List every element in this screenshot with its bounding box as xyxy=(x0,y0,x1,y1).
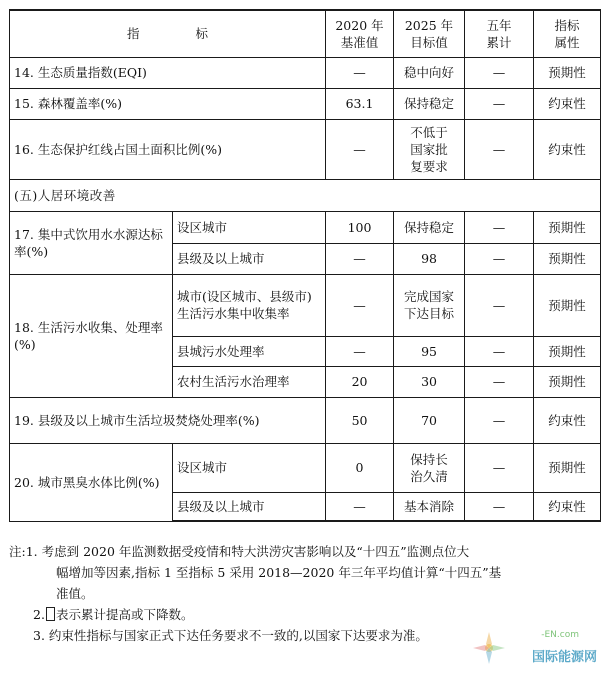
row-sub: 县级及以上城市 xyxy=(173,492,326,521)
row-base: — xyxy=(326,274,394,336)
header-base-year: 2020 年 基准值 xyxy=(326,10,394,57)
row-indicator: 17. 集中式饮用水水源达标率(%) xyxy=(10,211,173,274)
row-cumulative: — xyxy=(465,492,534,521)
section-title: (五)人居环境改善 xyxy=(10,179,601,211)
row-target: 保持稳定 xyxy=(394,211,465,243)
row-base: 0 xyxy=(326,443,394,492)
watermark-logo-icon xyxy=(469,628,509,668)
row-cumulative: — xyxy=(465,211,534,243)
row-sub: 设区城市 xyxy=(173,443,326,492)
table-row xyxy=(10,119,601,179)
row-base: 100 xyxy=(326,211,394,243)
row-target: 保持稳定 xyxy=(394,88,465,119)
table-row xyxy=(10,211,601,243)
row-indicator: 14. 生态质量指数(EQI) xyxy=(10,57,326,88)
row-cumulative: — xyxy=(465,274,534,336)
row-base: 50 xyxy=(326,397,394,443)
note-2 xyxy=(9,604,604,625)
row-target: 不低于国家批复要求 xyxy=(394,119,465,179)
header-target-year: 2025 年 目标值 xyxy=(394,10,465,57)
table-header-row xyxy=(10,10,601,57)
row-attribute: 约束性 xyxy=(534,397,601,443)
watermark-cn: 国际能源网 xyxy=(531,650,597,665)
row-cumulative: — xyxy=(465,88,534,119)
row-target: 95 xyxy=(394,336,465,366)
row-sub: 县城污水处理率 xyxy=(173,336,326,366)
row-attribute: 预期性 xyxy=(534,366,601,397)
row-sub: 城市(设区城市、县级市)生活污水集中收集率 xyxy=(173,274,326,336)
row-sub: 县级及以上城市 xyxy=(173,243,326,274)
row-base: 63.1 xyxy=(326,88,394,119)
row-cumulative: — xyxy=(465,336,534,366)
row-sub: 设区城市 xyxy=(173,211,326,243)
note-2-text: 表示累计提高或下降数。 xyxy=(55,607,194,622)
table-row xyxy=(10,57,601,88)
table-row xyxy=(10,397,601,443)
section-row xyxy=(10,179,601,211)
row-attribute: 预期性 xyxy=(534,243,601,274)
row-target: 稳中向好 xyxy=(394,57,465,88)
note-1-line-2: 幅增加等因素,指标 1 至指标 5 采用 2018—2020 年三年平均值计算“十四五”基 xyxy=(56,565,502,580)
table-row xyxy=(10,88,601,119)
notes-prefix: 注: xyxy=(9,544,26,559)
watermark-en: -EN.com xyxy=(541,630,579,640)
row-base: 20 xyxy=(326,366,394,397)
row-cumulative: — xyxy=(465,243,534,274)
row-cumulative: — xyxy=(465,397,534,443)
note-1-line-3: 准值。 xyxy=(56,586,94,601)
note-1 xyxy=(9,541,604,562)
row-indicator: 19. 县级及以上城市生活垃圾焚烧处理率(%) xyxy=(10,397,326,443)
row-base: — xyxy=(326,57,394,88)
row-cumulative: — xyxy=(465,443,534,492)
row-attribute: 预期性 xyxy=(534,336,601,366)
header-five-year: 五年 累计 xyxy=(465,10,534,57)
indicator-table xyxy=(9,9,601,522)
row-attribute: 约束性 xyxy=(534,492,601,521)
note-3: 3. 约束性指标与国家正式下达任务要求不一致的,以国家下达要求为准。 xyxy=(33,628,428,643)
row-attribute: 预期性 xyxy=(534,274,601,336)
table-row xyxy=(10,274,601,336)
row-indicator: 15. 森林覆盖率(%) xyxy=(10,88,326,119)
note-1-line-1: 1. 考虑到 2020 年监测数据受疫情和特大洪涝灾害影响以及“十四五”监测点位大 xyxy=(25,544,470,559)
row-target: 基本消除 xyxy=(394,492,465,521)
row-target: 30 xyxy=(394,366,465,397)
row-base: — xyxy=(326,336,394,366)
row-cumulative: — xyxy=(465,366,534,397)
row-attribute: 预期性 xyxy=(534,211,601,243)
row-target: 保持长治久清 xyxy=(394,443,465,492)
row-sub: 农村生活污水治理率 xyxy=(173,366,326,397)
row-target: 70 xyxy=(394,397,465,443)
note-2-number: 2. xyxy=(33,607,45,622)
row-indicator: 18. 生活污水收集、处理率(%) xyxy=(10,274,173,397)
row-cumulative: — xyxy=(465,119,534,179)
row-indicator: 20. 城市黑臭水体比例(%) xyxy=(10,443,173,521)
row-base: — xyxy=(326,243,394,274)
header-indicator: 指 标 xyxy=(10,10,326,57)
row-attribute: 约束性 xyxy=(534,88,601,119)
row-attribute: 约束性 xyxy=(534,119,601,179)
row-base: — xyxy=(326,492,394,521)
row-attribute: 预期性 xyxy=(534,57,601,88)
bracket-box-icon xyxy=(46,607,55,621)
header-attribute: 指标 属性 xyxy=(534,10,601,57)
row-cumulative: — xyxy=(465,57,534,88)
watermark xyxy=(461,624,601,672)
row-target: 完成国家下达目标 xyxy=(394,274,465,336)
row-attribute: 预期性 xyxy=(534,443,601,492)
row-indicator: 16. 生态保护红线占国土面积比例(%) xyxy=(10,119,326,179)
row-base: — xyxy=(326,119,394,179)
row-target: 98 xyxy=(394,243,465,274)
table-row xyxy=(10,443,601,492)
